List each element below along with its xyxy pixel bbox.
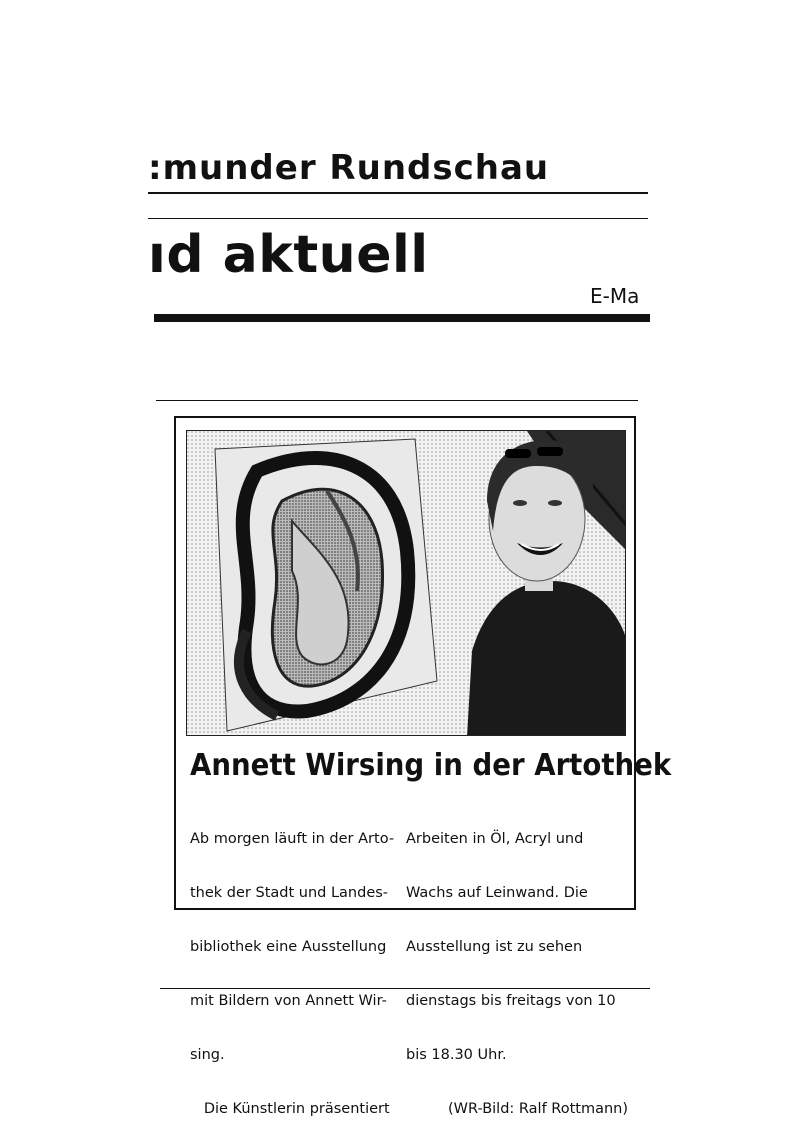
article-column-right [406,794,628,1136]
section-top-rule [148,218,648,219]
text-line: Die Künstlerin präsentiert [190,1101,390,1117]
article-column-left [190,794,394,1136]
text-line: Ausstellung ist zu sehen [406,939,583,955]
email-label: E-Ma [590,284,640,308]
text-line: bibliothek eine Ausstellung [190,939,387,955]
section-thick-rule [154,314,650,322]
section-title: ıd aktuell [148,225,429,285]
newspaper-masthead: :munder Rundschau [148,148,550,188]
text-line: mit Bildern von Annett Wir- [190,993,387,1009]
article-top-rule [156,400,638,401]
text-line: thek der Stadt und Landes- [190,885,389,901]
text-line: Arbeiten in Öl, Acryl und [406,831,584,847]
article-headline: Annett Wirsing in der Artothek [190,748,672,783]
text-line: bis 18.30 Uhr. [406,1047,507,1063]
masthead-rule [148,192,648,194]
text-line: Wachs auf Leinwand. Die [406,885,588,901]
article-bottom-rule [160,988,650,989]
photo-illustration [187,431,626,736]
article-photo [186,430,626,736]
text-line: Ab morgen läuft in der Arto- [190,831,395,847]
text-line: dienstags bis freitags von 10 [406,993,616,1009]
photo-credit: (WR-Bild: Ralf Rottmann) [448,1101,628,1117]
text-line: sing. [190,1047,225,1063]
